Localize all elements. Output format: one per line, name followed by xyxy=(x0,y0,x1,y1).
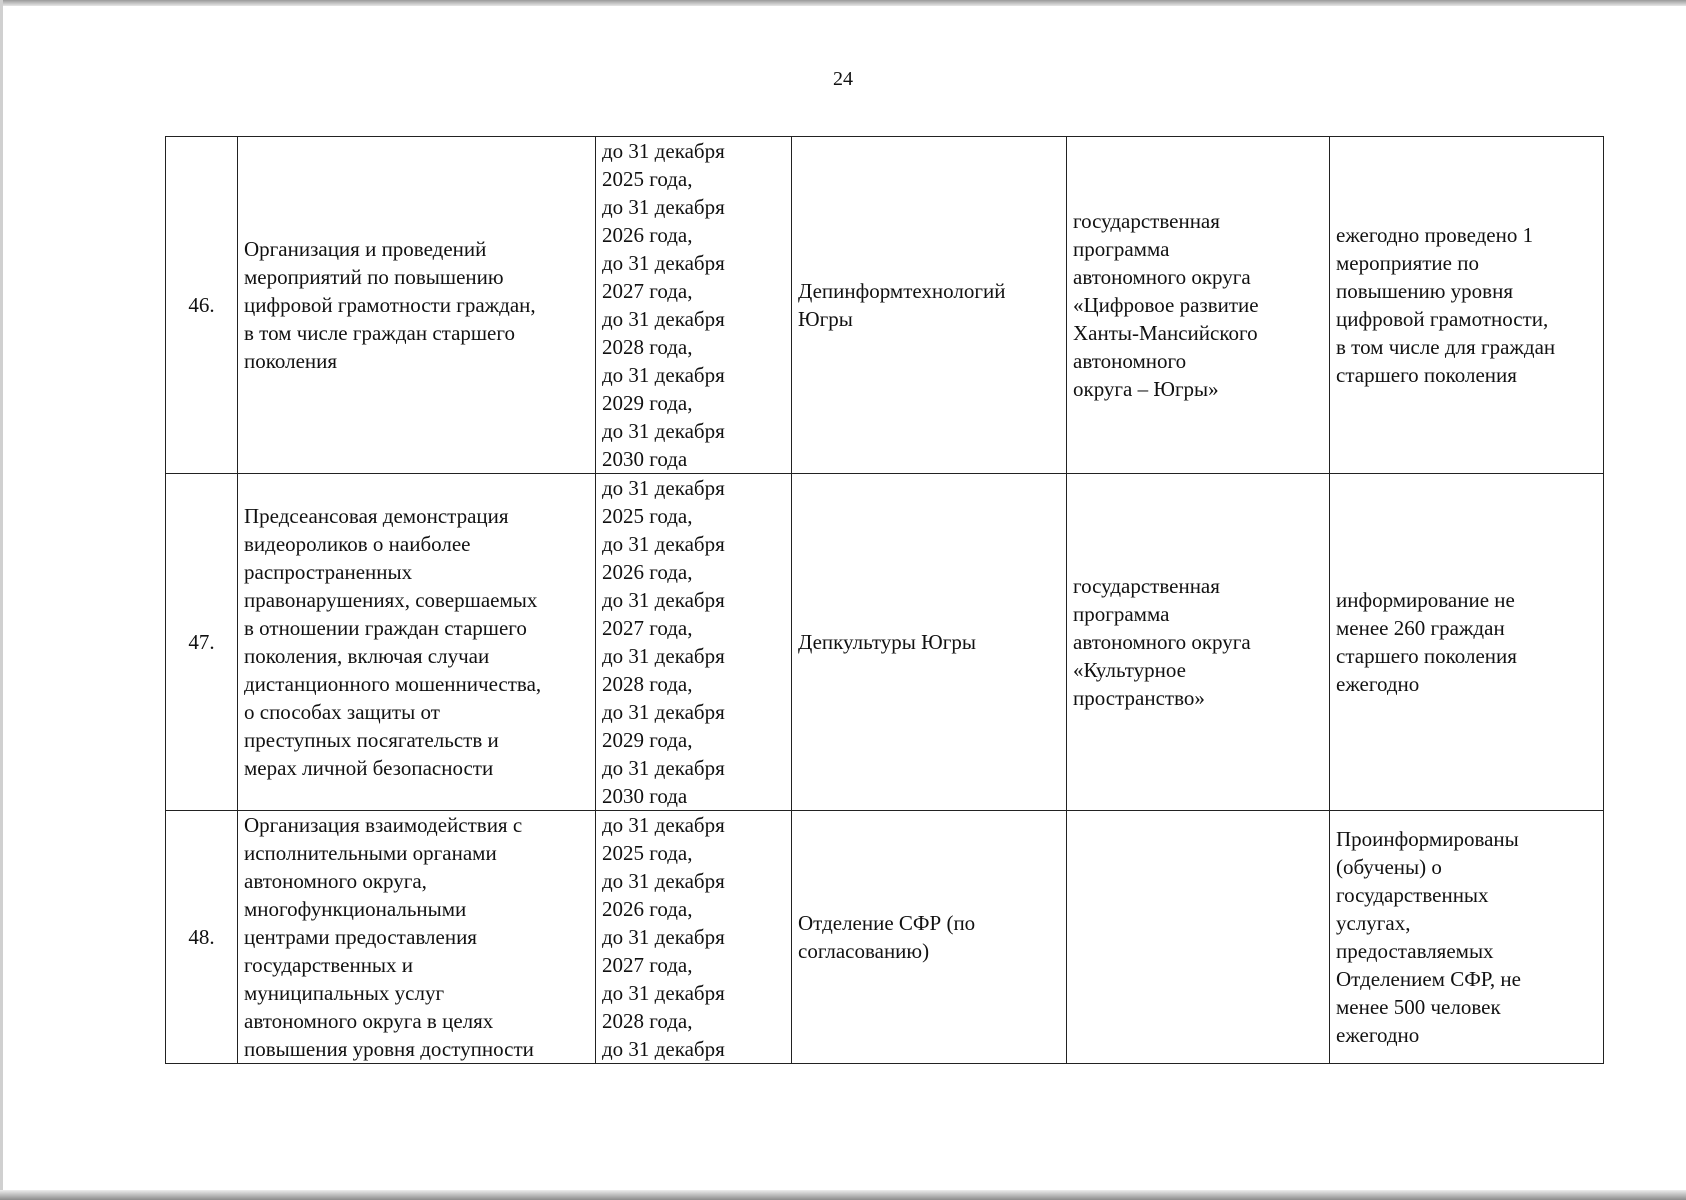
task-line: мерах личной безопасности xyxy=(244,756,494,780)
deadline-line: до 31 декабря xyxy=(602,869,725,893)
deadline-line: 2027 года, xyxy=(602,279,693,303)
task-line: исполнительными органами xyxy=(244,841,497,865)
program-line: «Цифровое развитие xyxy=(1073,293,1259,317)
result-line: в том числе для граждан xyxy=(1336,335,1556,359)
program-line: автономного округа xyxy=(1073,630,1251,654)
executor-line: Югры xyxy=(798,307,853,331)
task-line: поколения, включая случаи xyxy=(244,644,490,668)
deadline-line: 2025 года, xyxy=(602,841,693,865)
task-line: о способах защиты от xyxy=(244,700,440,724)
deadline-line: 2030 года xyxy=(602,784,688,808)
task-line: многофункциональными xyxy=(244,897,467,921)
program-line: государственная xyxy=(1073,574,1220,598)
deadline-line: 2026 года, xyxy=(602,897,693,921)
task-line: видеороликов о наиболее xyxy=(244,532,471,556)
deadline-line: 2028 года, xyxy=(602,1009,693,1033)
task-line: цифровой грамотности граждан, xyxy=(244,293,536,317)
program-cell xyxy=(1067,137,1330,474)
deadline-cell xyxy=(596,811,792,1064)
scan-edge-bottom xyxy=(0,1190,1686,1200)
task-line: мероприятий по повышению xyxy=(244,265,504,289)
deadline-line: 2029 года, xyxy=(602,391,693,415)
task-cell xyxy=(238,474,596,811)
deadline-line: до 31 декабря xyxy=(602,419,725,443)
executor-cell xyxy=(792,474,1067,811)
result-line: менее 500 человек xyxy=(1336,995,1501,1019)
deadline-line: до 31 декабря xyxy=(602,981,725,1005)
deadline-line: до 31 декабря xyxy=(602,195,725,219)
deadline-line: 2027 года, xyxy=(602,953,693,977)
table-body xyxy=(166,137,1604,1064)
measures-table xyxy=(165,136,1604,1064)
result-line: старшего поколения xyxy=(1336,644,1517,668)
result-cell xyxy=(1330,137,1604,474)
task-line: Организация и проведений xyxy=(244,237,487,261)
result-cell xyxy=(1330,474,1604,811)
row-number-cell: 48. xyxy=(166,811,238,1064)
result-line: ежегодно xyxy=(1336,672,1420,696)
executor-cell xyxy=(792,811,1067,1064)
deadline-line: до 31 декабря xyxy=(602,532,725,556)
task-line: Предсеансовая демонстрация xyxy=(244,504,509,528)
result-line: повышению уровня xyxy=(1336,279,1513,303)
task-line: поколения xyxy=(244,349,338,373)
deadline-line: до 31 декабря xyxy=(602,588,725,612)
deadline-line: до 31 декабря xyxy=(602,925,725,949)
result-line: Отделением СФР, не xyxy=(1336,967,1521,991)
executor-line: Депинформтехнологий xyxy=(798,279,1006,303)
result-line: ежегодно проведено 1 xyxy=(1336,223,1534,247)
deadline-line: до 31 декабря xyxy=(602,251,725,275)
program-line: округа – Югры» xyxy=(1073,377,1219,401)
task-line: в отношении граждан старшего xyxy=(244,616,527,640)
deadline-line: до 31 декабря xyxy=(602,813,725,837)
deadline-line: до 31 декабря xyxy=(602,700,725,724)
deadline-cell xyxy=(596,474,792,811)
program-line: автономного округа xyxy=(1073,265,1251,289)
row-number-cell: 47. xyxy=(166,474,238,811)
task-line: распространенных xyxy=(244,560,413,584)
program-cell xyxy=(1067,811,1330,1064)
result-cell xyxy=(1330,811,1604,1064)
deadline-line: 2028 года, xyxy=(602,335,693,359)
program-line: Ханты-Мансийского xyxy=(1073,321,1258,345)
task-line: автономного округа в целях xyxy=(244,1009,494,1033)
table-row xyxy=(166,137,1604,474)
deadline-line: 2025 года, xyxy=(602,504,693,528)
deadline-cell xyxy=(596,137,792,474)
result-line: ежегодно xyxy=(1336,1023,1420,1047)
deadline-line: 2025 года, xyxy=(602,167,693,191)
result-line: информирование не xyxy=(1336,588,1515,612)
task-line: Организация взаимодействия с xyxy=(244,813,523,837)
executor-line: согласованию) xyxy=(798,939,930,963)
result-line: услугах, xyxy=(1336,911,1411,935)
table-row xyxy=(166,474,1604,811)
program-cell xyxy=(1067,474,1330,811)
task-line: повышения уровня доступности xyxy=(244,1037,534,1061)
deadline-line: 2026 года, xyxy=(602,560,693,584)
scan-edge-top xyxy=(0,0,1686,6)
program-line: программа xyxy=(1073,237,1170,261)
deadline-line: до 31 декабря xyxy=(602,476,725,500)
page-number: 24 xyxy=(833,68,853,90)
program-line: пространство» xyxy=(1073,686,1205,710)
task-line: в том числе граждан старшего xyxy=(244,321,515,345)
task-line: дистанционного мошенничества, xyxy=(244,672,542,696)
task-line: государственных и xyxy=(244,953,414,977)
executor-cell xyxy=(792,137,1067,474)
scan-edge-left xyxy=(0,0,3,1200)
deadline-line: 2030 года xyxy=(602,447,688,471)
result-line: предоставляемых xyxy=(1336,939,1494,963)
executor-line: Отделение СФР (по xyxy=(798,911,976,935)
result-line: Проинформированы xyxy=(1336,827,1519,851)
executor-line: Депкультуры Югры xyxy=(798,630,976,654)
result-line: мероприятие по xyxy=(1336,251,1479,275)
program-line: программа xyxy=(1073,602,1170,626)
deadline-line: до 31 декабря xyxy=(602,363,725,387)
deadline-line: до 31 декабря xyxy=(602,307,725,331)
deadline-line: 2029 года, xyxy=(602,728,693,752)
task-cell xyxy=(238,137,596,474)
task-line: муниципальных услуг xyxy=(244,981,445,1005)
deadline-line: до 31 декабря xyxy=(602,1037,725,1061)
result-line: цифровой грамотности, xyxy=(1336,307,1549,331)
table-row xyxy=(166,811,1604,1064)
deadline-line: до 31 декабря xyxy=(602,756,725,780)
task-cell xyxy=(238,811,596,1064)
task-line: автономного округа, xyxy=(244,869,427,893)
task-line: правонарушениях, совершаемых xyxy=(244,588,538,612)
result-line: старшего поколения xyxy=(1336,363,1517,387)
deadline-line: 2027 года, xyxy=(602,616,693,640)
result-line: государственных xyxy=(1336,883,1489,907)
deadline-line: 2028 года, xyxy=(602,672,693,696)
task-line: преступных посягательств и xyxy=(244,728,499,752)
program-line: автономного xyxy=(1073,349,1187,373)
deadline-line: до 31 декабря xyxy=(602,139,725,163)
program-line: государственная xyxy=(1073,209,1220,233)
result-line: (обучены) о xyxy=(1336,855,1442,879)
deadline-line: до 31 декабря xyxy=(602,644,725,668)
row-number-cell: 46. xyxy=(166,137,238,474)
program-line: «Культурное xyxy=(1073,658,1186,682)
result-line: менее 260 граждан xyxy=(1336,616,1505,640)
deadline-line: 2026 года, xyxy=(602,223,693,247)
task-line: центрами предоставления xyxy=(244,925,477,949)
